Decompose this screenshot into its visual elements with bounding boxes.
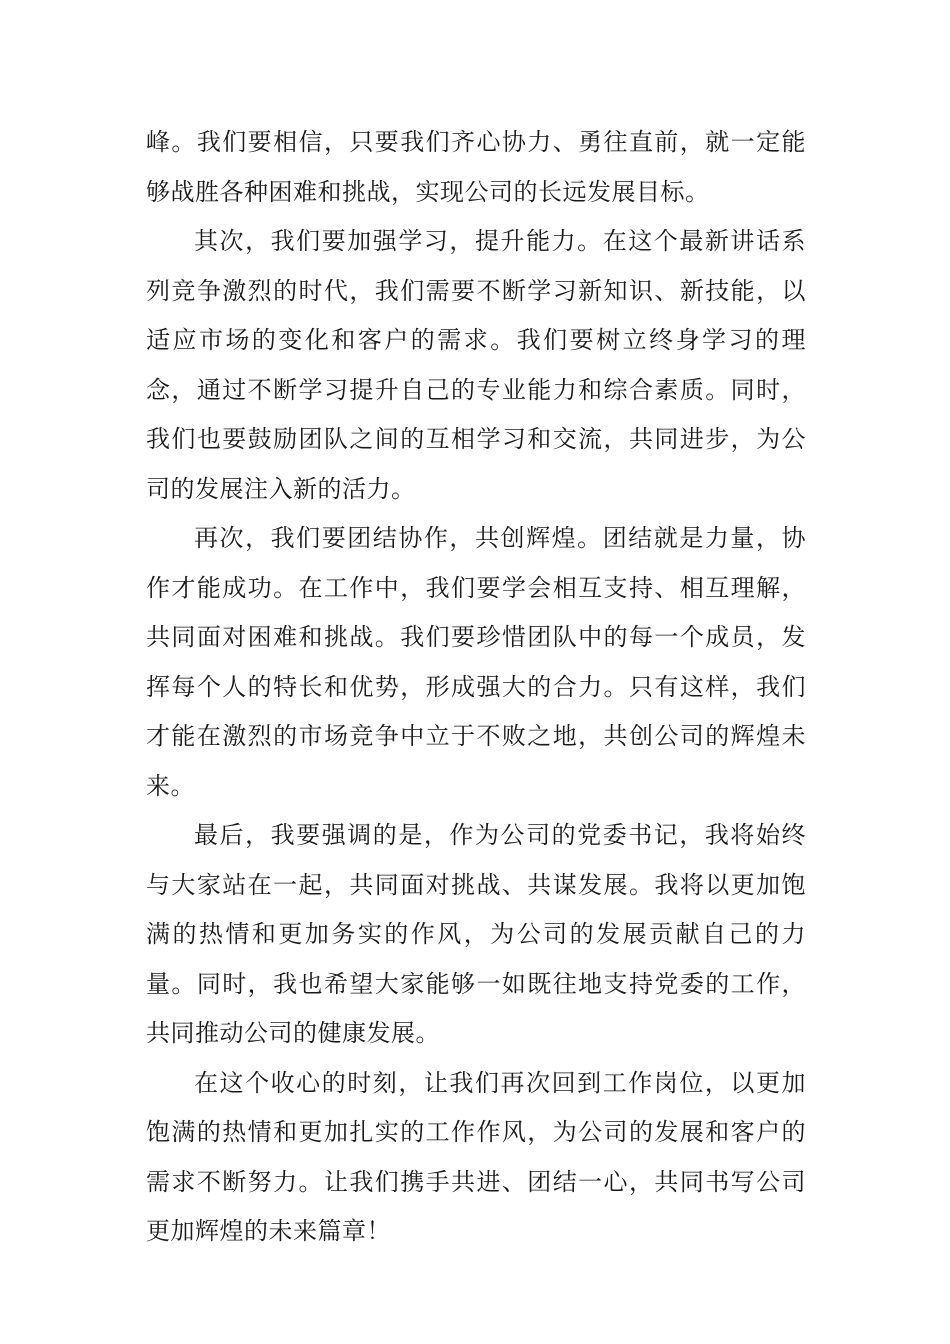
paragraph-continuation: 峰。我们要相信，只要我们齐心协力、勇往直前，就一定能够战胜各种困难和挑战，实现公司的长远发展目标。 [146,128,806,206]
paragraph-study: 其次，我们要加强学习，提升能力。在这个最新讲话系列竞争激烈的时代，我们需要不断学习新知识、新技能，以适应市场的变化和客户的需求。我们要树立终身学习的理念，通过不断学习提升自己的专业能力和综合素质。同时，我们也要鼓励团队之间的互相学习和交流，共同进步，为公司的发展注入新的活力。 [146,227,806,503]
document-body [146,118,806,1257]
paragraph-teamwork: 再次，我们要团结协作，共创辉煌。团结就是力量，协作才能成功。在工作中，我们要学会相互支持、相互理解，共同面对困难和挑战。我们要珍惜团队中的每一个成员，发挥每个人的特长和优势，形成强大的合力。只有这样，我们才能在激烈的市场竞争中立于不败之地，共创公司的辉煌未来。 [146,524,806,800]
paragraph-conclusion: 最后，我要强调的是，作为公司的党委书记，我将始终与大家站在一起，共同面对挑战、共谋发展。我将以更加饱满的热情和更加务实的作风，为公司的发展贡献自己的力量。同时，我也希望大家能够一如既往地支持党委的工作，共同推动公司的健康发展。 [146,821,806,1047]
paragraph-closing: 在这个收心的时刻，让我们再次回到工作岗位，以更加饱满的热情和更加扎实的工作作风，为公司的发展和客户的需求不断努力。让我们携手共进、团结一心，共同书写公司更加辉煌的未来篇章！ [146,1068,806,1245]
